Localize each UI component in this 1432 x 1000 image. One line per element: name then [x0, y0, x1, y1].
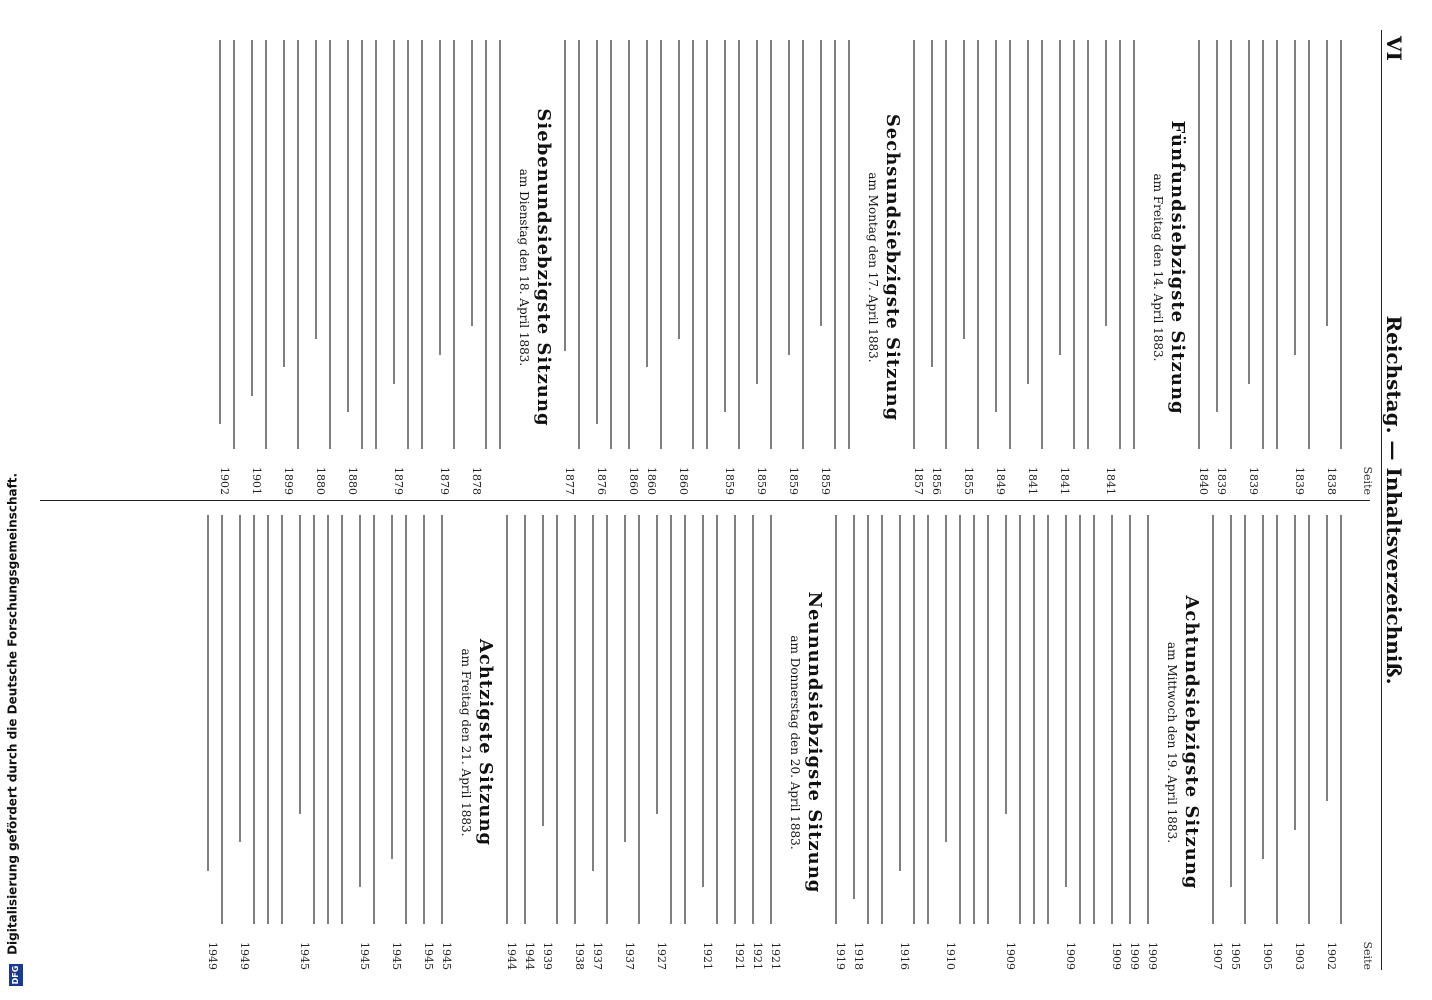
index-entry: [590, 515, 620, 970]
entry-page-number: 1839: [1215, 467, 1228, 495]
entry-text-illegible: [391, 40, 435, 449]
index-entry: [993, 40, 1023, 495]
index-entry: [622, 515, 652, 970]
right-column: [34, 515, 1374, 970]
entry-text-illegible: [676, 40, 720, 449]
entry-text-illegible: [943, 515, 1001, 924]
index-entry: [754, 40, 784, 495]
index-entry: [1127, 515, 1143, 970]
column-divider: [40, 500, 1370, 501]
session-date: am Freitag den 21. April 1883.: [459, 648, 473, 837]
index-entry: [644, 40, 674, 495]
index-entry: [562, 40, 592, 495]
entry-page-number: 1909: [1004, 942, 1017, 970]
entry-text-illegible: [961, 40, 991, 449]
entry-page-number: 1945: [298, 942, 311, 970]
entry-page-number: 1859: [819, 467, 832, 495]
entry-page-number: 1860: [627, 467, 640, 495]
entry-page-number: 1839: [1247, 467, 1260, 495]
right-column-body: [36, 515, 1356, 970]
entry-text-illegible: [750, 515, 766, 924]
entry-page-number: 1909: [1064, 942, 1077, 970]
entry-text-illegible: [439, 515, 455, 924]
entry-page-number: 1919: [834, 942, 847, 970]
entry-text-illegible: [437, 40, 467, 449]
session-heading: Achtundsiebzigste Sitzung: [1181, 595, 1202, 890]
index-entry: [1324, 40, 1354, 495]
entry-page-number: 1938: [573, 942, 586, 970]
entry-text-illegible: [833, 515, 849, 924]
session-heading: Neunundsiebzigste Sitzung: [804, 591, 825, 894]
index-entry: [1057, 40, 1101, 495]
entry-text-illegible: [897, 515, 941, 924]
index-entry: [522, 515, 538, 970]
session-date: am Montag den 17. April 1883.: [866, 172, 880, 363]
entry-text-illegible: [572, 515, 588, 924]
digitization-credit: [2, 0, 28, 1000]
entry-page-number: 1945: [422, 942, 435, 970]
session-heading: Sechsundsiebzigste Sitzung: [882, 113, 903, 422]
entry-page-number: 1921: [701, 942, 714, 970]
entry-text-illegible: [1210, 515, 1226, 924]
entry-page-number: 1849: [994, 467, 1007, 495]
entry-text-illegible: [421, 515, 437, 924]
index-entry: [345, 40, 389, 495]
entry-page-number: 1901: [250, 467, 263, 495]
entry-text-illegible: [540, 515, 570, 924]
entry-text-illegible: [1196, 40, 1212, 449]
index-entry: [391, 40, 435, 495]
index-entry: [1063, 515, 1107, 970]
index-entry: [217, 40, 247, 495]
entry-page-number: 1880: [346, 467, 359, 495]
entry-page-number: 1878: [470, 467, 483, 495]
entry-text-illegible: [1260, 515, 1290, 924]
entry-text-illegible: [469, 40, 513, 449]
index-entry: [469, 40, 513, 495]
entry-text-illegible: [249, 40, 279, 449]
entry-page-number: 1877: [563, 467, 576, 495]
entry-text-illegible: [281, 40, 311, 449]
entry-page-number: 1921: [751, 942, 764, 970]
index-entry: [297, 515, 355, 970]
entry-page-number: 1905: [1229, 942, 1242, 970]
entry-page-number: 1944: [523, 942, 536, 970]
entry-page-number: 1857: [912, 467, 925, 495]
entry-text-illegible: [594, 40, 624, 449]
entry-text-illegible: [1324, 515, 1354, 924]
entry-page-number: 1937: [623, 942, 636, 970]
entry-text-illegible: [644, 40, 674, 449]
entry-page-number: 1879: [438, 467, 451, 495]
entry-text-illegible: [993, 40, 1023, 449]
index-entry: [1003, 515, 1061, 970]
entry-text-illegible: [389, 515, 419, 924]
index-entry: [594, 40, 624, 495]
entry-page-number: 1945: [390, 942, 403, 970]
entry-page-number: 1909: [1110, 942, 1123, 970]
session-date: am Donnerstag den 20. April 1883.: [788, 635, 802, 850]
index-entry: [897, 515, 941, 970]
entry-page-number: 1944: [505, 942, 518, 970]
entry-text-illegible: [818, 40, 862, 449]
session-date: am Dienstag den 18. April 1883.: [517, 168, 531, 367]
left-column-body: [36, 40, 1356, 495]
index-entry: [439, 515, 455, 970]
index-entry: [249, 40, 279, 495]
index-entry: [1246, 40, 1290, 495]
entry-page-number: 1860: [645, 467, 658, 495]
entry-page-number: 1840: [1197, 467, 1210, 495]
index-entry: [504, 515, 520, 970]
entry-page-number: 1945: [358, 942, 371, 970]
entry-page-number: 1927: [655, 942, 668, 970]
entry-text-illegible: [929, 40, 959, 449]
entry-text-illegible: [626, 40, 642, 449]
index-entry: [929, 40, 959, 495]
entry-page-number: 1859: [723, 467, 736, 495]
entry-text-illegible: [1292, 40, 1322, 449]
index-entry: [313, 40, 343, 495]
index-entry: [851, 515, 895, 970]
index-entry: [540, 515, 570, 970]
entry-text-illegible: [237, 515, 295, 924]
seite-label: Seite: [1361, 941, 1374, 970]
index-entry: [389, 515, 419, 970]
entry-text-illegible: [562, 40, 592, 449]
entry-text-illegible: [654, 515, 698, 924]
index-entry: [1196, 40, 1212, 495]
entry-page-number: 1860: [677, 467, 690, 495]
index-entry: [1210, 515, 1226, 970]
index-entry: [237, 515, 295, 970]
entry-text-illegible: [1025, 40, 1055, 449]
entry-text-illegible: [911, 40, 927, 449]
entry-page-number: 1909: [1146, 942, 1159, 970]
entry-page-number: 1918: [852, 942, 865, 970]
index-entry: [437, 40, 467, 495]
entry-page-number: 1899: [282, 467, 295, 495]
page-number: VI: [1382, 36, 1406, 61]
entry-page-number: 1949: [238, 942, 251, 970]
index-entry: [1292, 40, 1322, 495]
entry-page-number: 1907: [1211, 942, 1224, 970]
index-entry: [700, 515, 730, 970]
entry-text-illegible: [1057, 40, 1101, 449]
entry-text-illegible: [1109, 515, 1125, 924]
entry-text-illegible: [722, 40, 752, 449]
entry-page-number: 1910: [944, 942, 957, 970]
index-entry: [943, 515, 1001, 970]
index-entry: [818, 40, 862, 495]
entry-text-illegible: [522, 515, 538, 924]
index-entry: [626, 40, 642, 495]
entry-page-number: 1921: [769, 942, 782, 970]
entry-text-illegible: [700, 515, 730, 924]
dfg-logo-icon: DFG: [9, 964, 23, 986]
entry-text-illegible: [1127, 515, 1143, 924]
entry-text-illegible: [205, 515, 235, 924]
session-heading: Achtzigste Sitzung: [475, 638, 496, 847]
running-header: [1381, 30, 1410, 970]
index-entry: [961, 40, 991, 495]
entry-page-number: 1856: [930, 467, 943, 495]
entry-page-number: 1841: [1058, 467, 1071, 495]
entry-text-illegible: [1214, 40, 1244, 449]
entry-text-illegible: [1324, 40, 1354, 449]
entry-text-illegible: [1246, 40, 1290, 449]
index-entry: [1324, 515, 1354, 970]
entry-page-number: 1902: [1325, 942, 1338, 970]
index-entry: [572, 515, 588, 970]
entry-page-number: 1839: [1293, 467, 1306, 495]
entry-text-illegible: [345, 40, 389, 449]
index-entry: [205, 515, 235, 970]
index-entry: [357, 515, 387, 970]
entry-page-number: 1949: [206, 942, 219, 970]
left-column: [34, 40, 1374, 495]
index-entry: [1260, 515, 1290, 970]
session-date: am Mittwoch den 19. April 1883.: [1165, 641, 1179, 844]
entry-page-number: 1945: [440, 942, 453, 970]
entry-page-number: 1909: [1128, 942, 1141, 970]
entry-page-number: 1921: [733, 942, 746, 970]
index-entry: [676, 40, 720, 495]
entry-text-illegible: [1003, 515, 1061, 924]
entry-page-number: 1838: [1325, 467, 1338, 495]
index-entry: [722, 40, 752, 495]
entry-page-number: 1841: [1104, 467, 1117, 495]
index-entry: [768, 515, 784, 970]
entry-text-illegible: [1103, 40, 1147, 449]
entry-page-number: 1879: [392, 467, 405, 495]
entry-text-illegible: [297, 515, 355, 924]
session-heading: Siebenundsiebzigste Sitzung: [533, 108, 554, 427]
entry-page-number: 1905: [1261, 942, 1274, 970]
entry-text-illegible: [1292, 515, 1322, 924]
entry-page-number: 1855: [962, 467, 975, 495]
index-entry: [654, 515, 698, 970]
index-entry: [786, 40, 816, 495]
entry-text-illegible: [217, 40, 247, 449]
entry-text-illegible: [1145, 515, 1161, 924]
entry-text-illegible: [754, 40, 784, 449]
entry-page-number: 1902: [218, 467, 231, 495]
index-entry: [1025, 40, 1055, 495]
index-entry: [421, 515, 437, 970]
index-entry: [750, 515, 766, 970]
index-entry: [1228, 515, 1258, 970]
entry-text-illegible: [851, 515, 895, 924]
entry-text-illegible: [504, 515, 520, 924]
session-date: am Freitag den 14. April 1883.: [1151, 173, 1165, 362]
entry-text-illegible: [786, 40, 816, 449]
entry-page-number: 1880: [314, 467, 327, 495]
seite-label: Seite: [1361, 466, 1374, 495]
entry-text-illegible: [1063, 515, 1107, 924]
index-entry: [1292, 515, 1322, 970]
entry-page-number: 1903: [1293, 942, 1306, 970]
entry-text-illegible: [732, 515, 748, 924]
entry-page-number: 1859: [755, 467, 768, 495]
index-entry: [1145, 515, 1161, 970]
entry-page-number: 1859: [787, 467, 800, 495]
entry-page-number: 1939: [541, 942, 554, 970]
credit-text: Digitalisierung gefördert durch die Deutsche Forschungsgemeinschaft.: [5, 472, 20, 955]
entry-text-illegible: [768, 515, 784, 924]
index-entry: [1109, 515, 1125, 970]
header-title: Reichstag. — Inhaltsverzeichniß.: [1382, 315, 1406, 685]
index-entry: [732, 515, 748, 970]
entry-page-number: 1937: [591, 942, 604, 970]
entry-text-illegible: [313, 40, 343, 449]
entry-text-illegible: [1228, 515, 1258, 924]
entry-text-illegible: [622, 515, 652, 924]
session-heading: Fünfundsiebzigste Sitzung: [1167, 120, 1188, 415]
entry-page-number: 1876: [595, 467, 608, 495]
entry-text-illegible: [357, 515, 387, 924]
index-entry: [911, 40, 927, 495]
index-entry: [281, 40, 311, 495]
index-entry: [833, 515, 849, 970]
entry-page-number: 1841: [1026, 467, 1039, 495]
index-entry: [1214, 40, 1244, 495]
entry-text-illegible: [590, 515, 620, 924]
index-entry: [1103, 40, 1147, 495]
entry-page-number: 1916: [898, 942, 911, 970]
